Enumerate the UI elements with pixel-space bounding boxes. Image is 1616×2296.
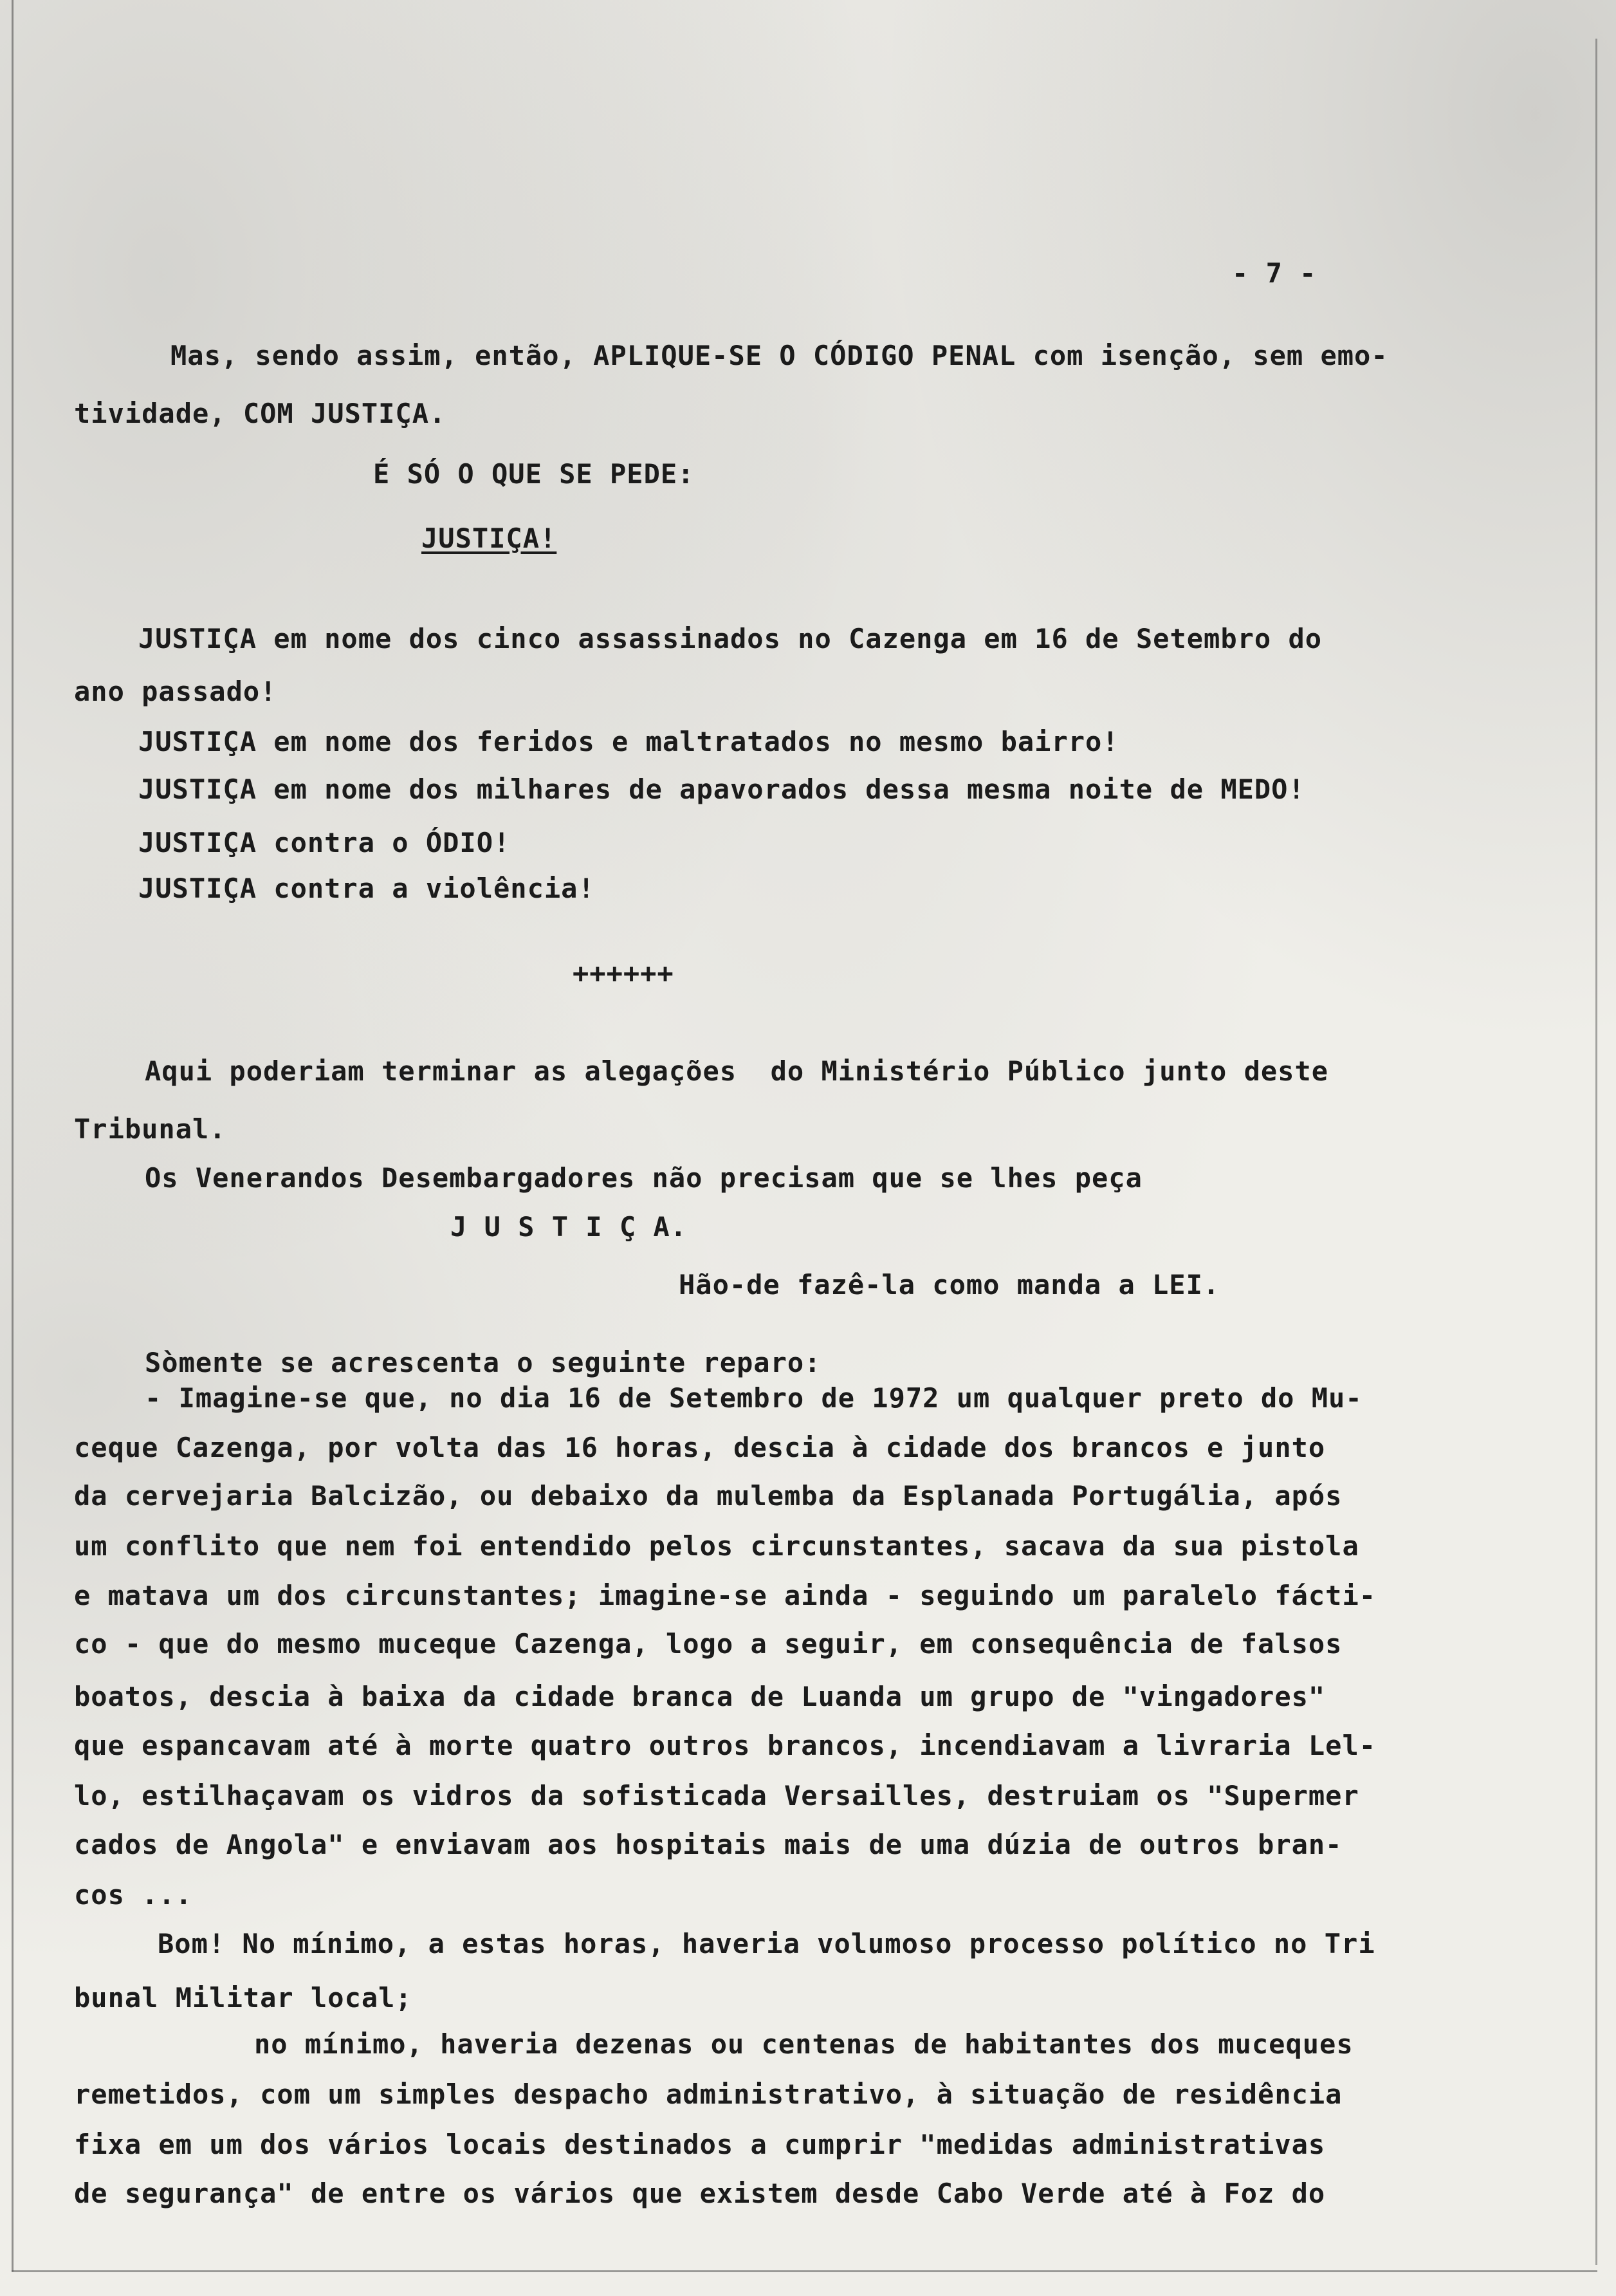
- paragraph4-line3: no mínimo, haveria dezenas ou centenas de habitantes dos muceques: [254, 2028, 1354, 2060]
- paragraph1-line2: tividade, COM JUSTIÇA.: [74, 398, 446, 429]
- paragraph1-line1: Mas, sendo assim, então, APLIQUE-SE O CÓDIGO PENAL com isenção, sem emo-: [170, 340, 1388, 371]
- paragraph4-line1: Bom! No mínimo, a estas horas, haveria volumoso processo político no Tri: [158, 1928, 1375, 1959]
- paragraph2-line1: Aqui poderiam terminar as alegações do Ministério Público junto deste: [145, 1055, 1329, 1087]
- paragraph3-line6: e matava um dos circunstantes; imagine-se ainda - seguindo um paralelo fácti-: [74, 1580, 1377, 1611]
- paragraph3-line7: co - que do mesmo muceque Cazenga, logo a seguir, em consequência de falsos: [74, 1628, 1343, 1660]
- paragraph3-line4: da cervejaria Balcizão, ou debaixo da mulemba da Esplanada Portugália, após: [74, 1480, 1343, 1512]
- justica-item2: JUSTIÇA em nome dos feridos e maltratados no mesmo bairro!: [138, 726, 1119, 757]
- justica-heading: JUSTIÇA!: [421, 523, 557, 554]
- justica-item1-line2: ano passado!: [74, 676, 277, 707]
- paragraph3-line12: cos ...: [74, 1879, 193, 1911]
- pede-heading: É SÓ O QUE SE PEDE:: [373, 458, 695, 490]
- right-margin-rule: [1595, 39, 1597, 2265]
- justica-item3: JUSTIÇA em nome dos milhares de apavorados dessa mesma noite de MEDO!: [138, 773, 1305, 805]
- paragraph3-line10: lo, estilhaçavam os vidros da sofisticada Versailles, destruiam os "Supermer: [74, 1780, 1359, 1811]
- left-margin-rule: [12, 0, 14, 2272]
- paragraph3-line9: que espancavam até à morte quatro outros brancos, incendiavam a livraria Lel-: [74, 1730, 1377, 1761]
- paragraph4-line2: bunal Militar local;: [74, 1982, 412, 2014]
- paragraph3-line8: boatos, descia à baixa da cidade branca de Luanda um grupo de "vingadores": [74, 1681, 1326, 1712]
- justica-item5: JUSTIÇA contra a violência!: [138, 873, 595, 904]
- paragraph2-line2: Tribunal.: [74, 1113, 226, 1145]
- justica-item1-line1: JUSTIÇA em nome dos cinco assassinados no Cazenga em 16 de Setembro do: [138, 623, 1323, 654]
- paragraph2-line3: Os Venerandos Desembargadores não precisam que se lhes peça: [145, 1162, 1143, 1194]
- paragraph3-line3: ceque Cazenga, por volta das 16 horas, descia à cidade dos brancos e junto: [74, 1432, 1326, 1463]
- separator: ++++++: [573, 958, 674, 989]
- justica-spaced: J U S T I Ç A.: [450, 1211, 688, 1243]
- paragraph4-line4: remetidos, com um simples despacho administrativo, à situação de residência: [74, 2078, 1343, 2110]
- paragraph3-line1: Sòmente se acrescenta o seguinte reparo:: [145, 1347, 822, 1378]
- hao-line: Hão-de fazê-la como manda a LEI.: [679, 1269, 1220, 1301]
- page-number: - 7 -: [1232, 257, 1317, 289]
- paragraph4-line5: fixa em um dos vários locais destinados a cumprir "medidas administrativas: [74, 2129, 1326, 2160]
- paragraph3-line11: cados de Angola" e enviavam aos hospitais mais de uma dúzia de outros bran-: [74, 1829, 1343, 1860]
- bottom-margin-rule: [12, 2270, 1597, 2272]
- justica-item4: JUSTIÇA contra o ÓDIO!: [138, 827, 511, 858]
- paragraph3-line5: um conflito que nem foi entendido pelos circunstantes, sacava da sua pistola: [74, 1530, 1359, 1562]
- paragraph4-line6: de segurança" de entre os vários que existem desde Cabo Verde até à Foz do: [74, 2178, 1326, 2209]
- paragraph3-line2: - Imagine-se que, no dia 16 de Setembro de 1972 um qualquer preto do Mu-: [145, 1382, 1363, 1414]
